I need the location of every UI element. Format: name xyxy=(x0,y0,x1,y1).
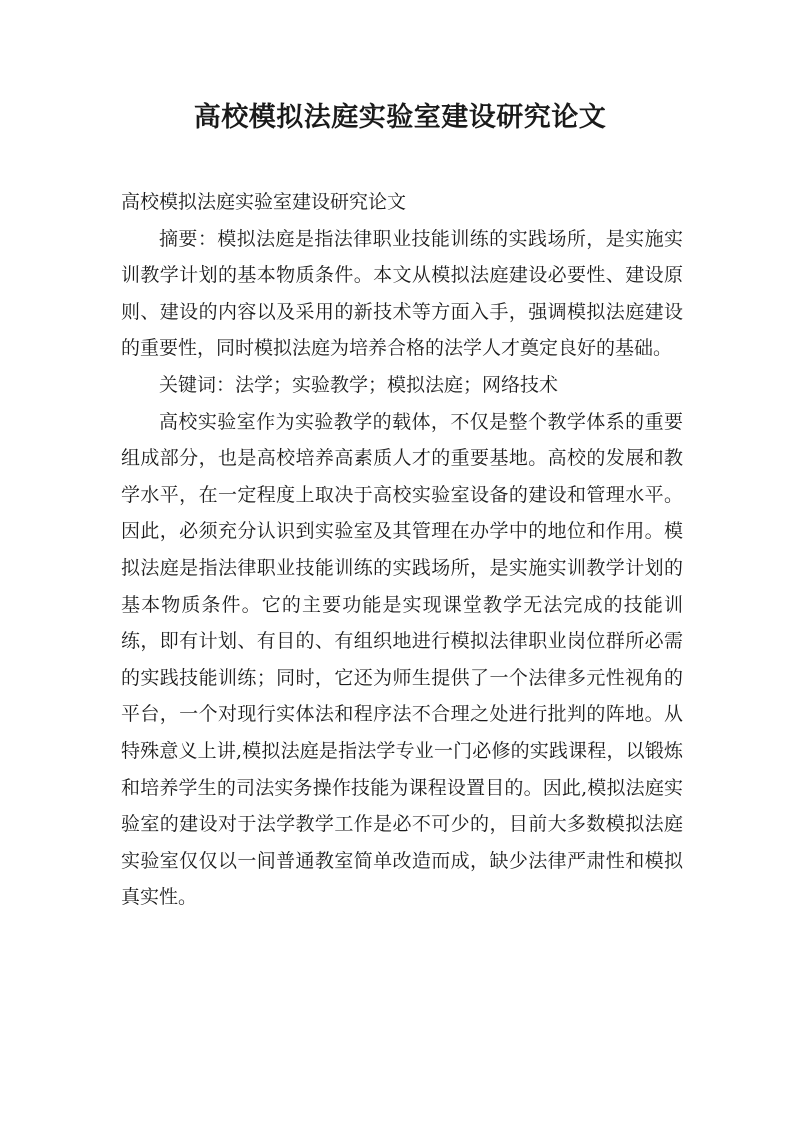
document-subtitle: 高校模拟法庭实验室建设研究论文 xyxy=(121,191,407,213)
document-title: 高校模拟法庭实验室建设研究论文 xyxy=(193,102,607,133)
keywords-line: 关键词：法学；实验教学；模拟法庭；网络技术 xyxy=(159,373,559,396)
body-paragraph: 高校实验室作为实验教学的载体，不仅是整个教学体系的重要组成部分，也是高校培养高素质人才的重要基地。高校的发展和教学水平，在一定程度上取决于高校实验室设备的建设和管理水平。因此，必须充分认识到实验室及其管理在办学中的地位和作用。模拟法庭是指法律职业技能训练的实践场所，是实施实训教学计划的基本物质条件。它的主要功能是实现课堂教学无法完成的技能训练，即有计划、有目的、有组织地进行模拟法律职业岗位群所必需的实践技能训练；同时，它还为师生提供了一个法律多元性视角的平台，一个对现行实体法和程序法不合理之处进行批判的阵地。从特殊意义上讲,模拟法庭是指法学专业一门必修的实践课程，以锻炼和培养学生的司法实务操作技能为课程设置目的。因此,模拟法庭实验室的建设对于法学教学工作是必不可少的，目前大多数模拟法庭实验室仅仅以一间普通教室简单改造而成，缺少法律严肃性和模拟真实性。 xyxy=(121,410,683,909)
abstract-paragraph: 摘要：模拟法庭是指法律职业技能训练的实践场所，是实施实训教学计划的基本物质条件。本文从模拟法庭建设必要性、建设原则、建设的内容以及采用的新技术等方面入手，强调模拟法庭建设的重要性，同时模拟法庭为培养合格的法学人才奠定良好的基础。 xyxy=(121,227,683,360)
document-body xyxy=(121,184,683,916)
